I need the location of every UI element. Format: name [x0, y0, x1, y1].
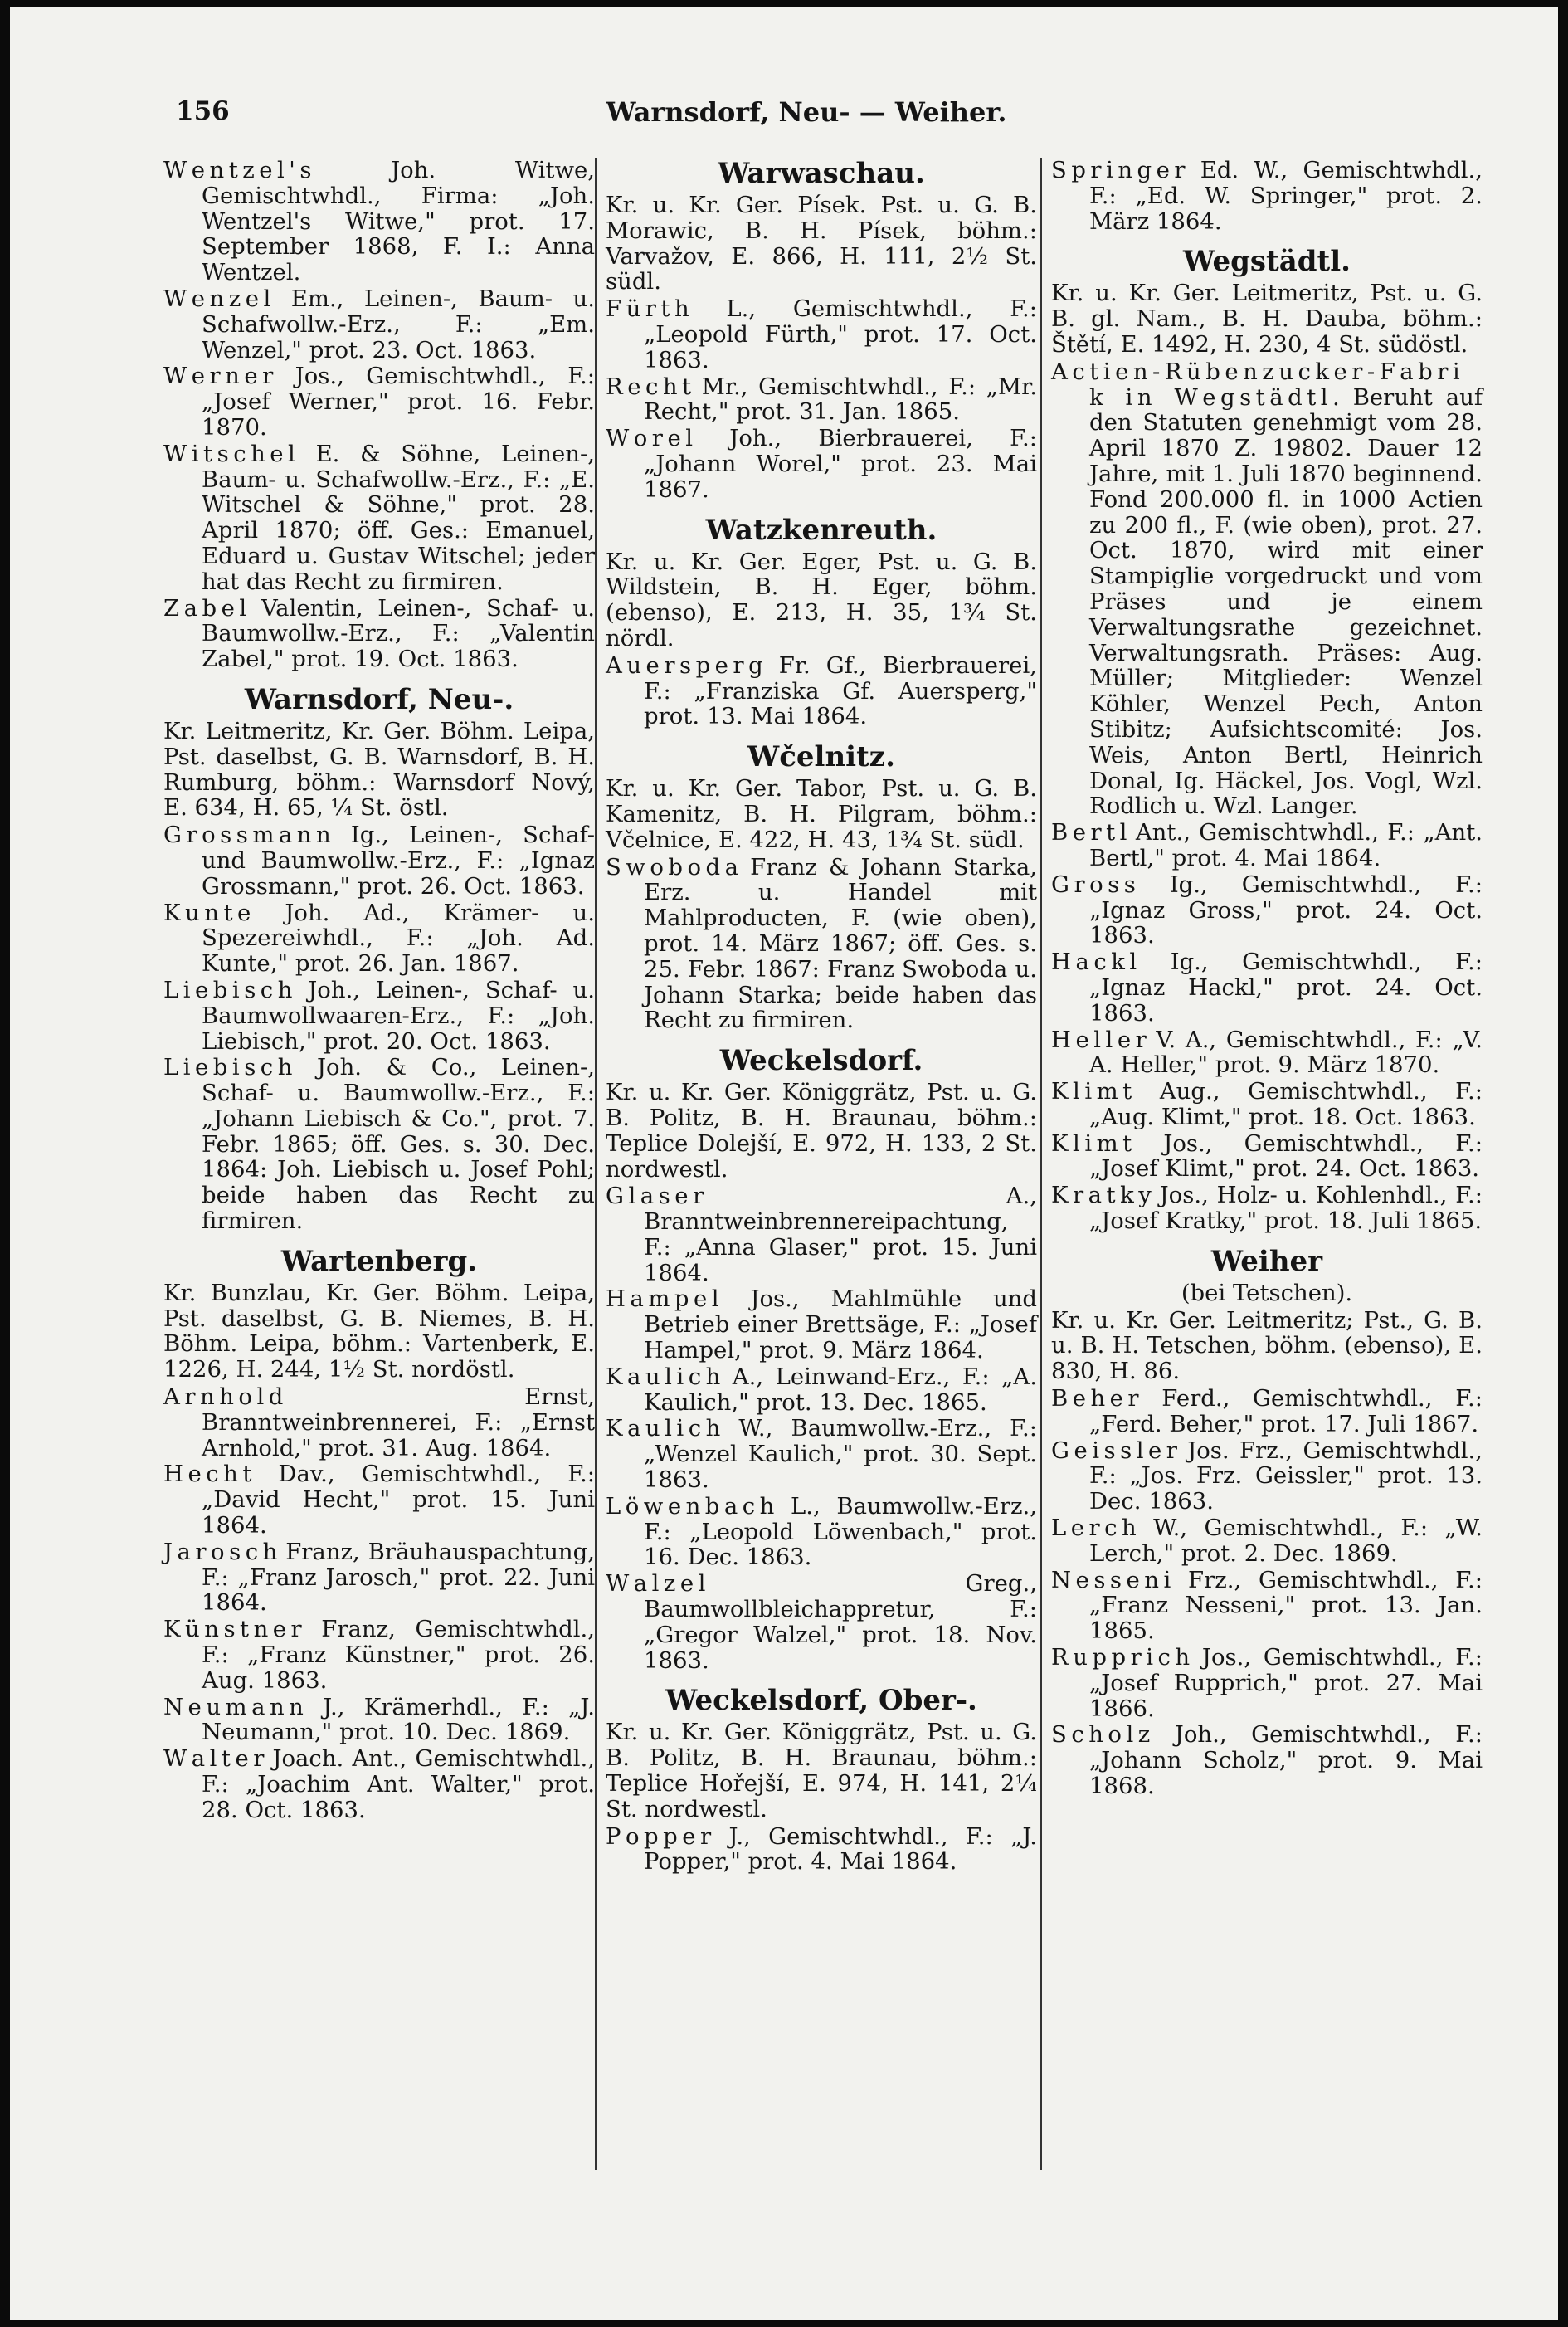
entry-name: A u e r s p e r g [606, 651, 763, 679]
entry-name: Z a b e l [163, 594, 247, 622]
directory-entry [606, 1824, 1037, 1876]
directory-entry [1051, 1131, 1483, 1183]
directory-entry [1051, 1515, 1483, 1567]
section-title: Weckelsdorf, Ober-. [665, 1684, 977, 1718]
entry-name: R u p p r i c h [1051, 1644, 1191, 1671]
directory-entry [163, 1461, 595, 1538]
column-divider [1040, 158, 1042, 2170]
section-subtitle: (bei Tetschen). [1181, 1279, 1353, 1306]
directory-entry [163, 1746, 595, 1822]
entry-name: G l a s e r [606, 1183, 704, 1210]
entry-details: L., Gemischtwhdl., F.: „Leopold Fürth," prot. 17. Oct. 1863. [644, 295, 1037, 373]
entry-details: Em., Leinen-, Baum- u. Schafwollw.-Erz., F.: „Em. Wenzel," prot. 23. Oct. 1863. [202, 285, 595, 363]
directory-entry [163, 1695, 595, 1746]
entry-details: Beruht auf den Statuten genehmigt vom 28. April 1870 Z. 19802. Dauer 12 Jahre, mit 1. Juli 1870 beginnend. Fond 200.000 fl. in 1000 Actien zu 200 fl., F. (wie oben), prot. 27. Oct. 1870, wird mit einer Stampiglie vorgedruckt und vom Präses und je einem Verwaltungsrathe gezeichnet. Verwaltungsrath. Präses: Aug. Müller; Mitglieder: Wenzel Köhler, Wenzel Pech, Anton Stibitz; Aufsichtscomité: Jos. Weis, Anton Bertl, Heinrich Donal, Ig. Häckel, Jos. Vogl, Wzl. Rodlich u. Wzl. Langer. [1089, 383, 1483, 820]
directory-entry [1051, 158, 1483, 234]
entry-details: J., Krämerhdl., F.: „J. Neumann," prot. 10. Dec. 1869. [202, 1693, 595, 1746]
directory-entry [606, 855, 1037, 1034]
entry-details: Joh., Leinen-, Schaf- u. Baumwollwaaren-Erz., F.: „Joh. Liebisch," prot. 20. Oct. 1863. [202, 976, 595, 1055]
entry-name: P o p p e r [606, 1822, 712, 1850]
section-title: Weckelsdorf. [719, 1044, 923, 1078]
entry-details: Ed. W., Gemischtwhdl., F.: „Ed. W. Springer," prot. 2. März 1864. [1089, 157, 1483, 235]
entry-details: Joh., Gemischtwhdl., F.: „Johann Scholz," prot. 9. Mai 1868. [1089, 1721, 1483, 1800]
directory-entry [606, 1494, 1037, 1570]
column-divider [595, 158, 597, 2170]
column-middle [606, 158, 1037, 1876]
directory-entry [1051, 1645, 1483, 1721]
directory-entry [1051, 1386, 1483, 1437]
directory-entry [606, 1364, 1037, 1416]
entry-details: Frz., Gemischtwhdl., F.: „Franz Nesseni," prot. 13. Jan. 1865. [1089, 1566, 1483, 1645]
entry-details: L., Baumwollw.-Erz., F.: „Leopold Löwenbach," prot. 16. Dec. 1863. [644, 1492, 1037, 1571]
directory-entry [606, 1183, 1037, 1285]
directory-entry [606, 1571, 1037, 1673]
section-title: Warwaschau. [718, 157, 925, 190]
directory-entry [606, 374, 1037, 426]
directory-entry [1051, 1438, 1483, 1515]
entry-details: Franz & Johann Starka, Erz. u. Handel mit Mahlproducten, F. (wie oben), prot. 14. März 1867; öff. Ges. s. 25. Febr. 1867: Franz Swoboda u. Johann Starka; beide haben das Recht zu firmiren. [644, 853, 1037, 1034]
column-left [163, 158, 595, 1824]
entry-details: Ferd., Gemischtwhdl., F.: „Ferd. Beher," prot. 17. Juli 1867. [1089, 1385, 1483, 1437]
entry-details: Fr. Gf., Bierbrauerei, F.: „Franziska Gf. Auersperg," prot. 13. Mai 1864. [644, 651, 1037, 730]
directory-entry [163, 286, 595, 363]
entry-name: S w o b o d a [606, 853, 739, 881]
entry-details: Joach. Ant., Gemischtwhdl., F.: „Joachim Ant. Walter," prot. 28. Oct. 1863. [202, 1745, 595, 1823]
entry-name: J a r o s c h [163, 1538, 278, 1565]
directory-entry [1051, 872, 1483, 949]
section-title: Wegstädtl. [1183, 245, 1351, 279]
directory-entry [1051, 1183, 1483, 1234]
directory-entry [1051, 1079, 1483, 1130]
entry-name: K u n t e [163, 899, 251, 926]
directory-entry [606, 653, 1037, 729]
entry-name: W a l z e l [606, 1570, 706, 1598]
directory-entry [1051, 359, 1483, 819]
entry-name: K l i m t [1051, 1129, 1132, 1157]
entry-details: A., Branntweinbrennereipachtung, F.: „Anna Glaser," prot. 15. Juni 1864. [644, 1183, 1037, 1286]
entry-details: J., Gemischtwhdl., F.: „J. Popper," prot. 4. Mai 1864. [644, 1822, 1037, 1876]
entry-name: S c h o l z [1051, 1721, 1151, 1749]
directory-entry [163, 158, 595, 285]
entry-details: Joh., Bierbrauerei, F.: „Johann Worel," prot. 23. Mai 1867. [644, 425, 1037, 503]
directory-entry [1051, 1027, 1483, 1079]
directory-entry [606, 1286, 1037, 1363]
entry-details: Jos., Gemischtwhdl., F.: „Josef Werner," prot. 16. Febr. 1870. [202, 363, 595, 441]
entry-details: Jos. Frz., Gemischtwhdl., F.: „Jos. Frz. Geissler," prot. 13. Dec. 1863. [1089, 1437, 1483, 1515]
entry-name: G e i s s l e r [1051, 1437, 1177, 1464]
entry-name: H e l l e r [1051, 1026, 1147, 1053]
place-info: Kr. u. Kr. Ger. Leitmeritz; Pst., G. B. u. B. H. Tetschen, böhm. (ebenso), E. 830, H. 86. [1051, 1306, 1483, 1385]
entry-details: E. & Söhne, Leinen-, Baum- u. Schafwollw.-Erz., F.: „E. Witschel & Söhne," prot. 28. April 1870; öff. Ges.: Emanuel, Eduard u. Gustav Witschel; jeder hat das Recht zu firmiren. [202, 440, 595, 595]
entry-name: K a u l i c h [606, 1415, 721, 1442]
entry-details: Ig., Gemischtwhdl., F.: „Ignaz Hackl," prot. 24. Oct. 1863. [1089, 949, 1483, 1027]
directory-entry [163, 1617, 595, 1693]
entry-name: L e r c h [1051, 1515, 1137, 1542]
entry-name: L i e b i s c h [163, 976, 293, 1003]
entry-name: W o r e l [606, 425, 694, 452]
entry-details: Dav., Gemischtwhdl., F.: „David Hecht," prot. 15. Juni 1864. [202, 1461, 595, 1539]
entry-name: H a c k l [1051, 949, 1137, 976]
entry-name: W i t s c h e l [163, 440, 295, 467]
entry-details: Jos., Gemischtwhdl., F.: „Josef Rupprich," prot. 27. Mai 1866. [1089, 1644, 1483, 1722]
entry-name: G r o s s [1051, 871, 1136, 898]
entry-details: Valentin, Leinen-, Schaf- u. Baumwollw.-Erz., F.: „Valentin Zabel," prot. 19. Oct. 1863. [202, 594, 595, 673]
entry-name: S p r i n g e r [1051, 157, 1186, 183]
running-title: Warnsdorf, Neu- — Weiher. [606, 96, 1007, 128]
directory-entry [1051, 949, 1483, 1026]
entry-details: Mr., Gemischtwhdl., F.: „Mr. Recht," prot. 31. Jan. 1865. [644, 373, 1037, 426]
directory-entry [606, 426, 1037, 502]
entry-name: H a m p e l [606, 1285, 719, 1313]
entry-details: Franz, Gemischtwhdl., F.: „Franz Künstner," prot. 26. Aug. 1863. [202, 1616, 595, 1694]
entry-details: Ig., Gemischtwhdl., F.: „Ignaz Gross," prot. 24. Oct. 1863. [1089, 871, 1483, 949]
entry-name: W e n z e l [163, 285, 271, 312]
directory-entry [163, 441, 595, 595]
entry-details: Ig., Leinen-, Schaf- und Baumwollw.-Erz., F.: „Ignaz Grossmann," prot. 26. Oct. 1863. [202, 822, 595, 900]
entry-name: G r o s s m a n n [163, 822, 331, 849]
entry-name: K r a t k y [1051, 1182, 1152, 1209]
place-info: Kr. Bunzlau, Kr. Ger. Böhm. Leipa, Pst. daselbst, G. B. Niemes, B. H. Böhm. Leipa, böhm.: Vartenberk, E. 1226, H. 244, 1½ St. nordöstl. [163, 1279, 595, 1383]
entry-details: Aug., Gemischtwhdl., F.: „Aug. Klimt," prot. 18. Oct. 1863. [1089, 1078, 1483, 1130]
section-title: Warnsdorf, Neu-. [244, 682, 514, 716]
directory-entry [163, 1055, 595, 1234]
entry-details: Joh. Witwe, Gemischtwhdl., Firma: „Joh. Wentzel's Witwe," prot. 17. September 1868, F. I.: Anna Wentzel. [202, 157, 595, 286]
entry-name: W a l t e r [163, 1745, 265, 1773]
entry-name: R e c h t [606, 373, 692, 400]
directory-entry [606, 1416, 1037, 1492]
entry-name: H e c h t [163, 1461, 252, 1488]
entry-name: K l i m t [1051, 1078, 1132, 1105]
entry-details: Franz, Bräuhauspachtung, F.: „Franz Jarosch," prot. 22. Juni 1864. [202, 1538, 595, 1617]
directory-entry [606, 296, 1037, 373]
section-title: Weiher [1210, 1244, 1323, 1278]
entry-details: Ant., Gemischtwhdl., F.: „Ant. Bertl," prot. 4. Mai 1864. [1089, 819, 1483, 871]
entry-name: F ü r t h [606, 295, 689, 323]
place-info: Kr. Leitmeritz, Kr. Ger. Böhm. Leipa, Pst. daselbst, G. B. Warnsdorf, B. H. Rumburg, böhm.: Warnsdorf Nový, E. 634, H. 65, ¼ St. östl. [163, 717, 595, 822]
place-info: Kr. u. Kr. Ger. Tabor, Pst. u. G. B. Kamenitz, B. H. Pilgram, böhm.: Včelnice, E. 422, H. 43, 1¾ St. südl. [606, 775, 1037, 853]
entry-name: N e s s e n i [1051, 1566, 1171, 1593]
entry-details: A., Leinwand-Erz., F.: „A. Kaulich," prot. 13. Dec. 1865. [644, 1363, 1037, 1416]
place-info: Kr. u. Kr. Ger. Leitmeritz, Pst. u. G. B. gl. Nam., B. H. Dauba, böhm.: Štětí, E. 1492, H. 230, 4 St. südöstl. [1051, 280, 1483, 358]
directory-entry [163, 1384, 595, 1461]
entry-details: Ernst, Branntweinbrennerei, F.: „Ernst Arnhold," prot. 31. Aug. 1864. [202, 1383, 595, 1461]
section-title: Wčelnitz. [747, 740, 895, 774]
directory-entry [163, 596, 595, 672]
entry-name: A c t i e n - R ü b e n z u c k e r - F a b r i k i n W e g s t ä d t l . [1051, 358, 1465, 411]
place-info: Kr. u. Kr. Ger. Písek. Pst. u. G. B. Morawic, B. H. Písek, böhm.: Varvažov, E. 866, H. 111, 2½ St. südl. [606, 192, 1037, 295]
directory-entry [1051, 1568, 1483, 1644]
directory-entry [163, 900, 595, 977]
entry-name: L i e b i s c h [163, 1054, 293, 1081]
directory-page [10, 7, 1558, 2320]
entry-name: L ö w e n b a c h [606, 1492, 775, 1520]
entry-details: Jos., Holz- u. Kohlenhdl., F.: „Josef Kratky," prot. 18. Juli 1865. [1089, 1182, 1483, 1235]
entry-name: N e u m a n n [163, 1693, 304, 1720]
entry-details: V. A., Gemischtwhdl., F.: „V. A. Heller," prot. 9. März 1870. [1089, 1026, 1483, 1079]
place-info: Kr. u. Kr. Ger. Königgrätz, Pst. u. G. B. Politz, B. H. Braunau, böhm.: Teplice Dolejší, E. 972, H. 133, 2 St. nordwestl. [606, 1079, 1037, 1183]
directory-entry [1051, 1722, 1483, 1798]
directory-entry [163, 363, 595, 440]
entry-name: A r n h o l d [163, 1383, 284, 1411]
entry-name: K ü n s t n e r [163, 1616, 302, 1643]
entry-details: W., Gemischtwhdl., F.: „W. Lerch," prot. 2. Dec. 1869. [1089, 1515, 1483, 1567]
entry-details: Jos., Gemischtwhdl., F.: „Josef Klimt," prot. 24. Oct. 1863. [1089, 1129, 1483, 1183]
section-title: Watzkenreuth. [705, 513, 937, 547]
place-info: Kr. u. Kr. Ger. Eger, Pst. u. G. B. Wildstein, B. H. Eger, böhm. (ebenso), E. 213, H. 35, 1¾ St. nördl. [606, 548, 1037, 651]
entry-details: Greg., Baumwollbleichappretur, F.: „Gregor Walzel," prot. 18. Nov. 1863. [644, 1570, 1037, 1674]
directory-entry [1051, 820, 1483, 871]
directory-entry [163, 978, 595, 1054]
entry-name: K a u l i c h [606, 1363, 721, 1390]
directory-entry [163, 822, 595, 899]
entry-details: Joh. Ad., Krämer- u. Spezereiwhdl., F.: „Joh. Ad. Kunte," prot. 26. Jan. 1867. [202, 899, 595, 978]
entry-details: Joh. & Co., Leinen-, Schaf- u. Baumwollw.-Erz., F.: „Johann Liebisch & Co.", prot. 7. Febr. 1865; öff. Ges. s. 30. Dec. 1864: Joh. Liebisch u. Josef Pohl; beide haben das Recht zu firmiren. [202, 1054, 595, 1235]
entry-details: Jos., Mahlmühle und Betrieb einer Brettsäge, F.: „Josef Hampel," prot. 9. März 1864. [644, 1285, 1037, 1364]
entry-name: W e r n e r [163, 363, 274, 390]
entry-name: B e h e r [1051, 1385, 1139, 1412]
entry-name: W e n t z e l ' s [163, 157, 312, 183]
section-title: Wartenberg. [280, 1244, 478, 1278]
entry-name: B e r t l [1051, 819, 1127, 846]
directory-entry [163, 1539, 595, 1616]
page-header [176, 96, 1437, 129]
entry-details: W., Baumwollw.-Erz., F.: „Wenzel Kaulich," prot. 30. Sept. 1863. [644, 1415, 1037, 1494]
column-right [1051, 158, 1483, 1800]
page-number: 156 [176, 96, 230, 126]
place-info: Kr. u. Kr. Ger. Königgrätz, Pst. u. G. B. Politz, B. H. Braunau, böhm.: Teplice Hořejší, E. 974, H. 141, 2¼ St. nordwestl. [606, 1719, 1037, 1822]
